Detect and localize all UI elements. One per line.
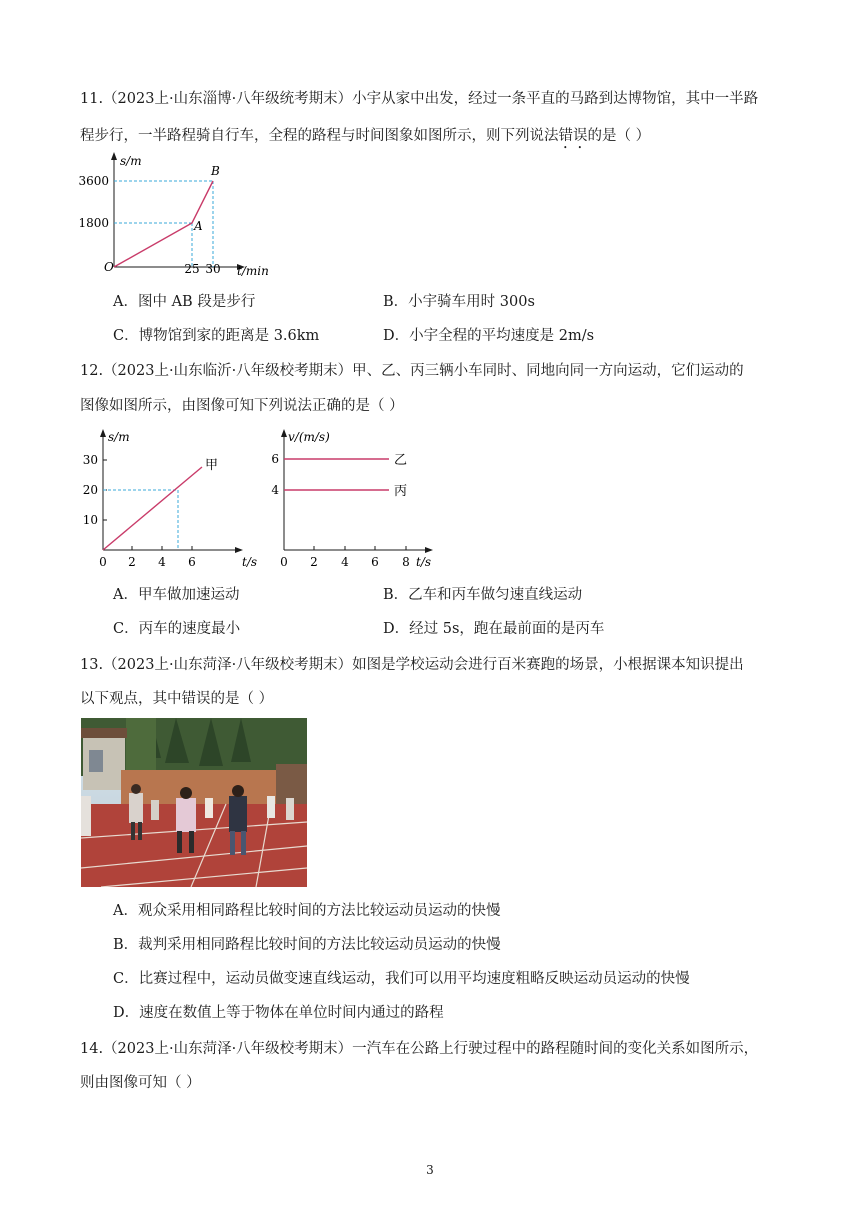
q12g2-xtick-6: 6: [371, 555, 379, 569]
q13-stem-line1: 13.（2023上·山东菏泽·八年级校考期末）如图是学校运动会进行百米赛跑的场景，小根据课本知识提出: [80, 657, 744, 673]
q12g1-ytick-20: 20: [82, 483, 98, 497]
q12g1-x-arrow: [235, 547, 243, 553]
q12g2-y-label: v/(m/s): [288, 430, 330, 444]
q12-stem-line1: 12.（2023上·山东临沂·八年级校考期末）甲、乙、丙三辆小车同时、同地向同一方向运动，它们运动的: [80, 363, 744, 379]
q12g2-x-label: t/s: [416, 555, 432, 569]
q11-y-label: s/m: [120, 154, 142, 168]
q12g2-xtick-8: 8: [402, 555, 410, 569]
q11-y-arrow: [111, 152, 117, 160]
q12g1-ytick-30: 30: [82, 453, 98, 467]
q12g1-xtick-6: 6: [188, 555, 196, 569]
q12g1-xtick-2: 2: [128, 555, 136, 569]
q11-point-b: B: [211, 164, 220, 178]
q11-option-c: C．博物馆到家的距离是 3.6km: [113, 328, 320, 344]
q13-option-b: B．裁判采用相同路程比较时间的方法比较运动员运动的快慢: [113, 937, 501, 953]
q11-option-a: A．图中 AB 段是步行: [113, 294, 256, 310]
q12g2-ytick-6: 6: [271, 452, 279, 466]
q11-option-b: B．小宇骑车用时 300s: [383, 294, 535, 310]
q12-option-a: A．甲车做加速运动: [113, 587, 240, 603]
q12g1-xtick-0: 0: [99, 555, 107, 569]
q11-stem-post: 的是（ ）: [587, 128, 651, 144]
q11-stem-emphasis: 错误: [558, 128, 588, 144]
q12g2-xtick-0: 0: [280, 555, 288, 569]
q12g2-xtick-4: 4: [341, 555, 349, 569]
q12-option-b: B．乙车和丙车做匀速直线运动: [383, 587, 583, 603]
q12-velocity-time-graph: [266, 425, 456, 575]
q12g1-xtick-4: 4: [158, 555, 166, 569]
q11-ytick-1800: 1800: [78, 216, 109, 230]
q12-option-d: D．经过 5s，跑在最前面的是丙车: [383, 621, 605, 637]
q11-xtick-30: 30: [205, 262, 221, 276]
q12g1-x-label: t/s: [242, 555, 258, 569]
q12g1-y-arrow: [100, 429, 106, 437]
q12-stem-line2: 图像如图所示，由图像可知下列说法正确的是（ ）: [80, 398, 404, 414]
q11-ytick-3600: 3600: [78, 174, 109, 188]
q11-stem-pre: 程步行，一半路程骑自行车，全程的路程与时间图象如图所示，则下列说法: [80, 128, 559, 144]
q11-option-d: D．小宇全程的平均速度是 2m/s: [383, 328, 595, 344]
q13-option-a: A．观众采用相同路程比较时间的方法比较运动员运动的快慢: [113, 903, 501, 919]
q12g2-y-arrow: [281, 429, 287, 437]
q12-distance-time-graph: [76, 425, 266, 575]
q12-option-c: C．丙车的速度最小: [113, 621, 241, 637]
q11-x-label: t/min: [237, 264, 269, 278]
q13-option-c: C．比赛过程中，运动员做变速直线运动，我们可以用平均速度粗略反映运动员运动的快慢: [113, 971, 690, 987]
q12g2-series1-label: 乙: [394, 453, 408, 468]
q11-stem-line1: 11.（2023上·山东淄博·八年级统考期末）小宇从家中出发，经过一条平直的马路到达博物馆，其中一半路: [80, 91, 759, 107]
q12g1-ytick-10: 10: [82, 513, 98, 527]
page-number: 3: [426, 1163, 434, 1177]
q11-xtick-25: 25: [184, 262, 200, 276]
q12g1-line-jia: [103, 467, 202, 550]
q12g1-series-label: 甲: [205, 458, 219, 473]
q12g1-y-label: s/m: [108, 430, 130, 444]
q12g2-series2-label: 丙: [394, 484, 408, 499]
q13-stem-line2: 以下观点，其中错误的是（ ）: [80, 691, 274, 707]
q14-stem-line2: 则由图像可知（ ）: [80, 1075, 201, 1091]
q13-option-d: D．速度在数值上等于物体在单位时间内通过的路程: [113, 1005, 444, 1021]
q11-stem-line2: [80, 126, 650, 152]
q11-distance-time-graph: [76, 150, 276, 280]
q11-origin: O: [104, 260, 114, 274]
q12g2-ytick-4: 4: [271, 483, 279, 497]
q12g2-x-arrow: [425, 547, 433, 553]
q11-point-a: A: [194, 219, 203, 233]
q14-stem-line1: 14.（2023上·山东菏泽·八年级校考期末）一汽车在公路上行驶过程中的路程随时间的变化关系如图所示，: [80, 1041, 759, 1057]
q13-race-photo: [81, 718, 307, 887]
q12g2-xtick-2: 2: [310, 555, 318, 569]
